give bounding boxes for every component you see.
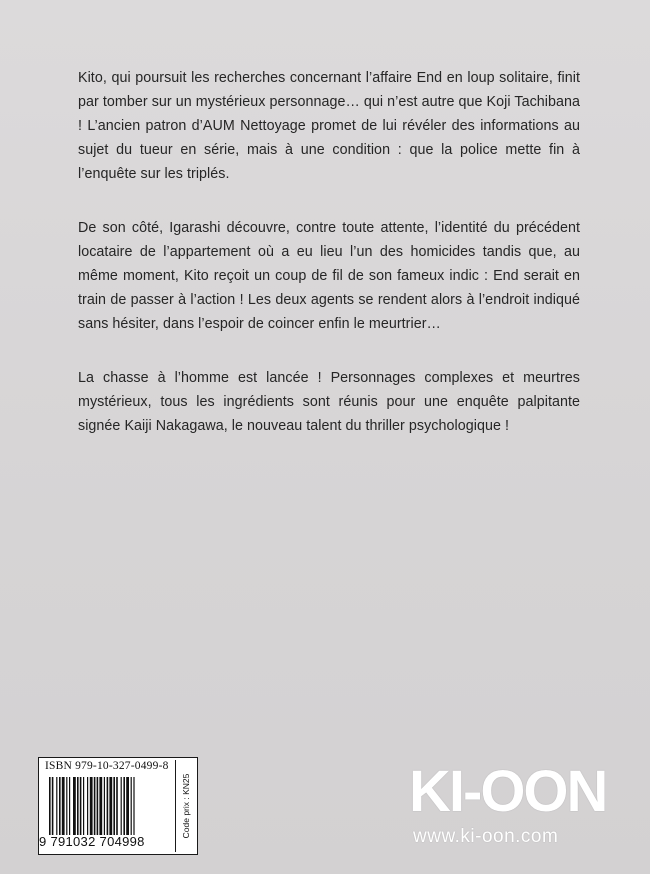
synopsis-paragraph-3: La chasse à l’homme est lancée ! Personnages complexes et meurtres mystérieux, tous les ingrédients sont réunis pour une enquête palpitante signée Kaiji Nakagawa, le nouveau talent du thriller psychologique ! — [78, 370, 580, 434]
logo-wordmark: KI-OON — [409, 759, 607, 824]
publisher-url: www.ki-oon.com — [413, 826, 559, 847]
barcode-number: 9 791032 704998 — [39, 834, 145, 849]
barcode-label — [38, 757, 198, 855]
price-code-text: Code prix : KN25 — [181, 773, 191, 839]
synopsis — [78, 66, 580, 468]
synopsis-paragraph-1: Kito, qui poursuit les recherches concernant l’affaire End en loup solitaire, finit par tomber sur un mystérieux personnage… qui n’est autre que Koji Tachibana ! L’ancien patron d’AUM Nettoyage promet de lui révéler des informations au sujet du tueur en série, mais à une condition : que la police mette fin à l’enquête sur les triplés. — [78, 70, 580, 182]
barcode-icon — [49, 777, 169, 835]
publisher-logo — [409, 759, 609, 857]
synopsis-paragraph-2: De son côté, Igarashi découvre, contre toute attente, l’identité du précédent locataire de l’appartement où a eu lieu l’un des homicides tandis que, au même moment, Kito reçoit un coup de fil de son fameux indic : End serait en train de passer à l’action ! Les deux agents se rendent alors à l’endroit indiqué sans hésiter, dans l’espoir de coincer enfin le meurtrier… — [78, 220, 580, 332]
price-code — [175, 760, 196, 852]
isbn-text: ISBN 979-10-327-0499-8 — [45, 760, 169, 772]
